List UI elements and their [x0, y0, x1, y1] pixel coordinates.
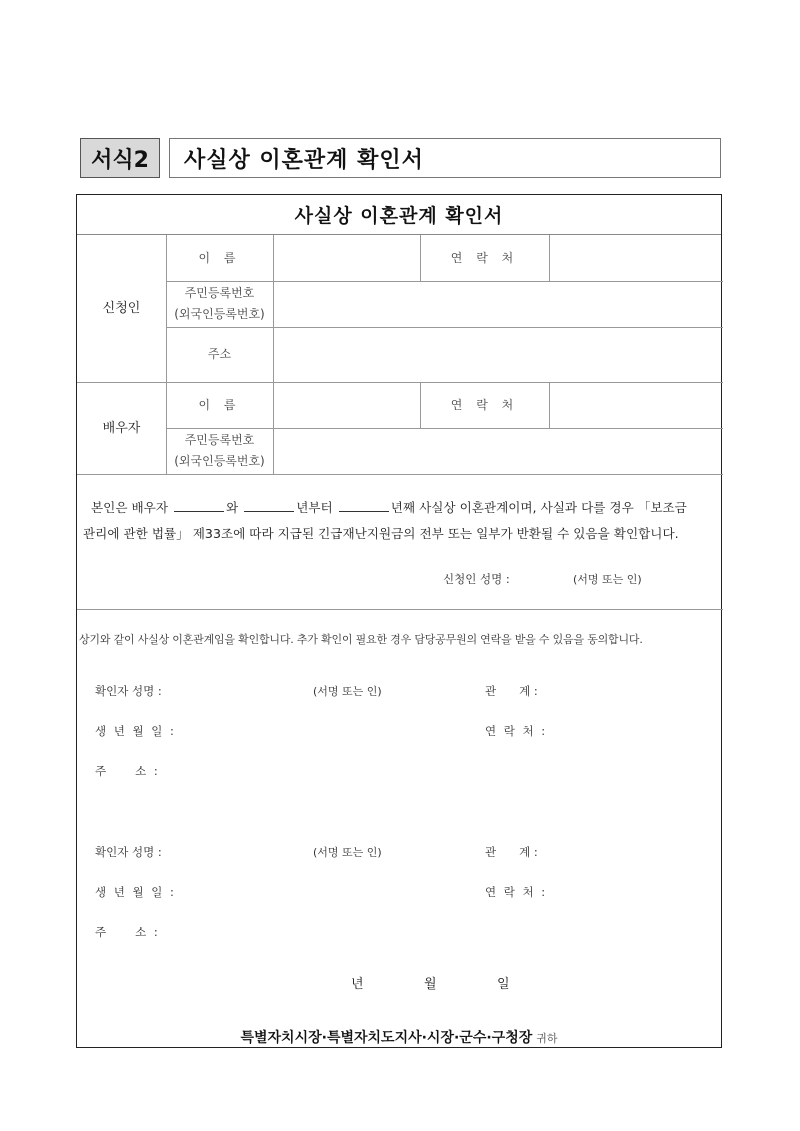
date-year: 년: [351, 977, 364, 992]
form-title: 사실상 이혼관계 확인서: [77, 195, 721, 235]
confirmer2-name-label: 확인자 성명 :: [95, 845, 162, 859]
statement-part4: 년째 사실상 이혼관계이며, 사실과 다를 경우 「보조금: [390, 500, 687, 515]
spouse-id-label-line1: 주민등록번호: [184, 433, 255, 447]
spouse-contact-label: 연 락 처: [450, 397, 519, 412]
applicant-id-label-line2: (외국인등록번호): [174, 307, 265, 321]
applicant-name-label: 이 름: [198, 250, 241, 265]
statement-line2: 관리에 관한 법률」 제33조에 따라 지급된 긴급재난지원금의 전부 또는 일부가 반환될 수 있음을 확인합니다.: [83, 526, 679, 541]
spouse-contact-field[interactable]: [549, 382, 723, 428]
statement-paragraph: [83, 495, 715, 547]
applicant-address-label: 주소: [207, 347, 232, 361]
page-title: 사실상 이혼관계 확인서: [169, 138, 721, 178]
spouse-id-field[interactable]: [273, 428, 723, 474]
applicant-contact-label: 연 락 처: [450, 250, 519, 265]
confirmer1-birth-label: 생 년 월 일 :: [95, 724, 176, 738]
applicant-signature-hint[interactable]: (서명 또는 인): [573, 573, 642, 586]
divider: [77, 609, 723, 610]
applicant-id-label: [166, 281, 273, 327]
applicant-signature-label: 신청인 성명 :: [443, 572, 510, 586]
statement-part1: 본인은 배우자: [91, 500, 169, 515]
applicant-address-field[interactable]: [273, 327, 723, 382]
confirmer1-name-label: 확인자 성명 :: [95, 684, 162, 698]
addressee: [77, 1027, 721, 1047]
spouse-id-label: [166, 428, 273, 474]
confirmer2-signature-hint[interactable]: (서명 또는 인): [313, 846, 382, 859]
divider: [77, 474, 723, 475]
confirmer2-birth-label: 생 년 월 일 :: [95, 885, 176, 899]
confirmer1-contact-label: 연 락 처 :: [485, 724, 548, 738]
applicant-section-label: 신청인: [102, 301, 141, 316]
consent-text: 상기와 같이 사실상 이혼관계임을 확인합니다. 추가 확인이 필요한 경우 담당공무원의 연락을 받을 수 있음을 동의합니다.: [79, 633, 643, 646]
confirmation-form: [76, 194, 722, 1048]
date-month: 월: [424, 977, 437, 992]
confirmer1-relation-label: 관 계 :: [485, 684, 538, 698]
year-start-blank[interactable]: [244, 497, 294, 512]
statement-part3: 년부터: [296, 500, 333, 515]
applicant-id-field[interactable]: [273, 281, 723, 327]
addressee-suffix: 귀하: [536, 1032, 558, 1045]
confirmer2-address-label: 주 소 :: [95, 925, 160, 939]
form-number-label: 서식2: [80, 138, 160, 178]
statement-part2: 와: [226, 500, 239, 515]
spouse-id-label-line2: (외국인등록번호): [174, 454, 265, 468]
spouse-section-label: 배우자: [102, 420, 141, 436]
applicant-contact-field[interactable]: [549, 235, 723, 281]
confirmer1-signature-hint[interactable]: (서명 또는 인): [313, 685, 382, 698]
spouse-name-label: 이 름: [198, 397, 241, 412]
applicant-id-label-line1: 주민등록번호: [184, 286, 255, 300]
confirmer1-address-label: 주 소 :: [95, 764, 160, 778]
spouse-name-field[interactable]: [273, 382, 420, 428]
applicant-name-field[interactable]: [273, 235, 420, 281]
date-day: 일: [497, 977, 510, 992]
addressee-text: 특별자치시장·특별자치도지사·시장·군수·구청장: [240, 1030, 533, 1046]
confirmer2-contact-label: 연 락 처 :: [485, 885, 548, 899]
spouse-name-blank[interactable]: [174, 497, 224, 512]
confirmer2-relation-label: 관 계 :: [485, 845, 538, 859]
year-count-blank[interactable]: [339, 497, 389, 512]
